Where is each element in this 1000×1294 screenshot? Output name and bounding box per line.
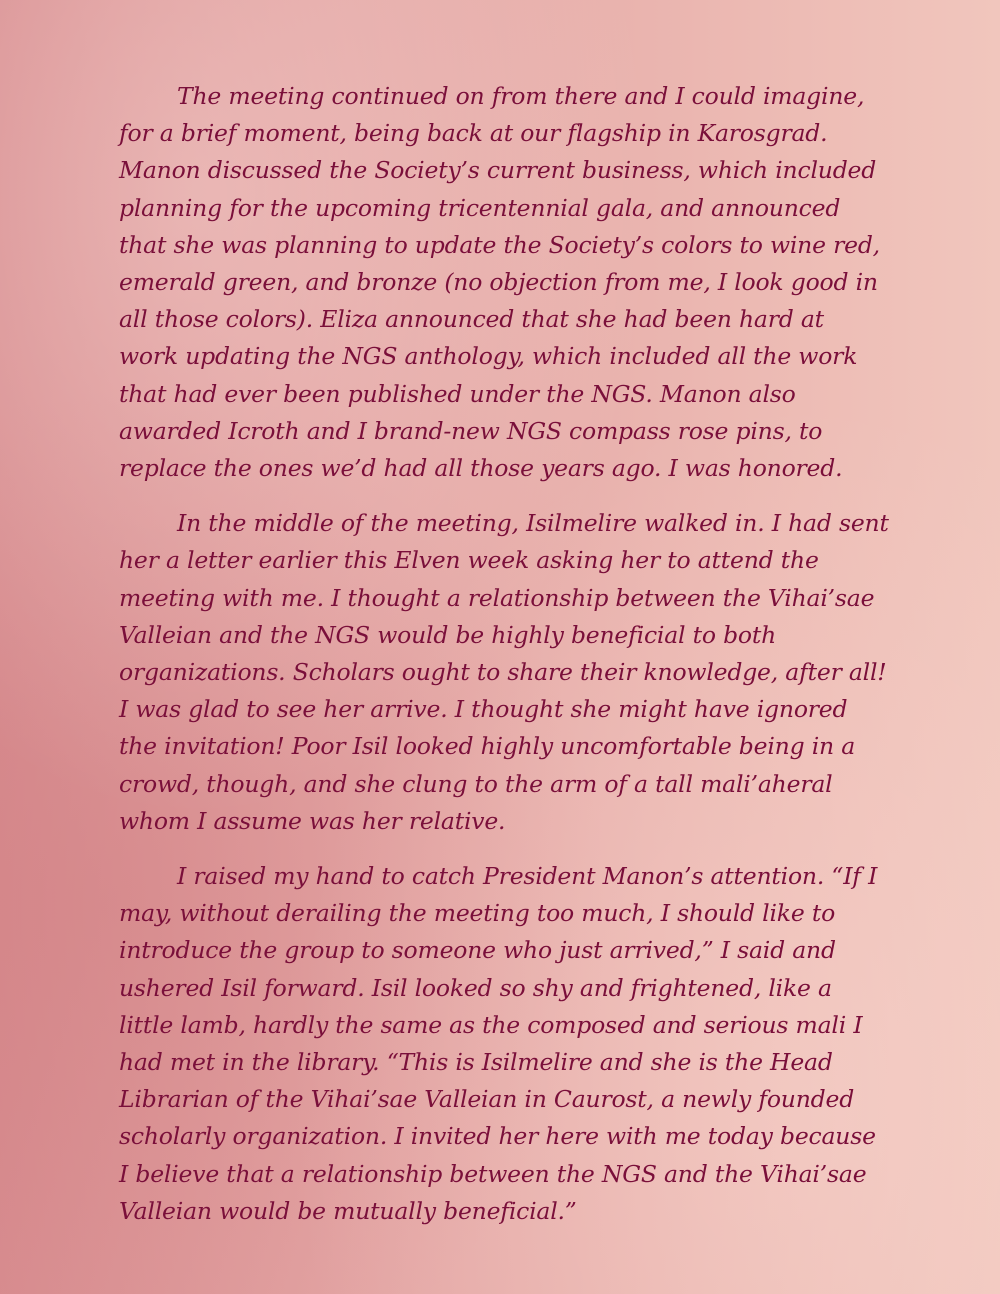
paragraph-introduction: I raised my hand to catch President Manon’s attention. “If I may, without derailing the meeting too much, I should like to introduce the group to someone who just arrived,” I said and ushered Isil forward. Isil looked so shy and frightened, like a little lamb, hardly the same as the composed and serious mali I had met in the library. “This is Isilmelire and she is the Head Librarian of the Vihai’sae Valleian in Caurost, a newly founded scholarly organization. I invited her here with me today because I believe that a relationship between the NGS and the Vihai’sae Valleian would be mutually beneficial.” [119,862,878,1225]
paragraph-isilmelire-arrives: In the middle of the meeting, Isilmelire walked in. I had sent her a letter earlier this Elven week asking her to attend the meeting with me. I thought a relationship between the Vihai’sae Valleian and the NGS would be highly beneficial to both organizations. Scholars ought to share their knowledge, after all! I was glad to see her arrive. I thought she might have ignored the invitation! Poor Isil looked highly uncomfortable being in a crowd, though, and she clung to the arm of a tall mali’aheral whom I assume was her relative. [119,509,889,835]
document-body [119,78,889,1248]
paragraph-meeting-continued: The meeting continued on from there and I could imagine, for a brief moment, being back at our flagship in Karosgrad. Manon discussed the Society’s current business, which included planning for the upcoming tricentennial gala, and announced that she was planning to update the Society’s colors to wine red, emerald green, and bronze (no objection from me, I look good in all those colors). Eliza announced that she had been hard at work updating the NGS anthology, which included all the work that had ever been published under the NGS. Manon also awarded Icroth and I brand-new NGS compass rose pins, to replace the ones we’d had all those years ago. I was honored. [119,82,880,483]
